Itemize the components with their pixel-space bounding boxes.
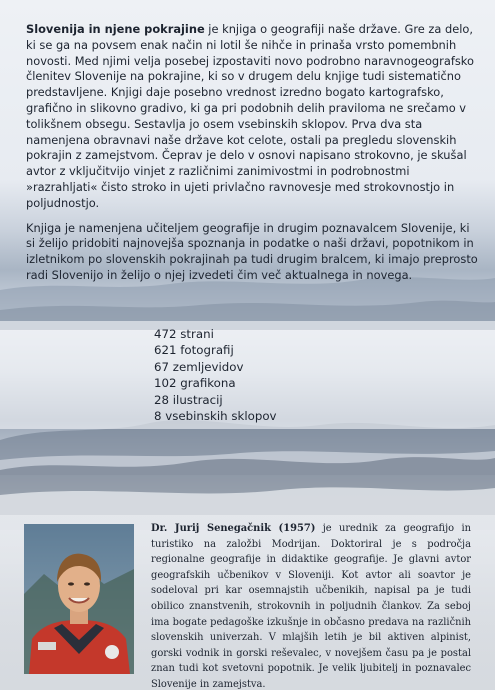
stat-content-sections: 8 vsebinskih sklopov [154,409,277,424]
book-stats-list [154,326,277,424]
stat-maps: 67 zemljevidov [154,359,244,374]
stat-graphs: 102 grafikona [154,376,236,391]
author-name: Dr. Jurij Senegačnik (1957) [151,523,316,534]
author-bio [151,521,471,693]
author-portrait-image [24,524,134,674]
stat-illustrations: 28 ilustracij [154,392,223,407]
description-paragraph-1 [26,22,478,212]
description-paragraph-2: Knjiga je namenjena učiteljem geografije in drugim poznavalcem Slovenije, ki si želijo pridobiti najnovejša spoznanja in podatke o naši državi, popotnikom in izletnikom po slovenskih pokrajinah pa tudi drugim bralcem, ki imajo preprosto radi Slovenijo in želijo o njej izvedeti čim več aktualnega in novega. [26,220,478,282]
description-paragraph-1-text: je knjiga o geografiji naše države. Gre za delo, ki se ga na povsem enak način ni lotil še nihče in prinaša vrsto pomembnih novosti. Med njimi velja posebej izpostaviti novo podrobno naravnogeografsko členitev Slovenije na pokrajine, ki so v drugem delu knjige tudi sistematično predstavljene. Knjigi daje posebno vrednost izredno bogato kartografsko, grafično in slikovno gradivo, ki ga pri podobnih delih praviloma ne srečamo v tolikšnem obsegu. Sestavlja jo osem vsebinskih sklopov. Prva dva sta namenjena obravnavi naše države kot celote, ostali pa pregledu slovenskih pokrajin z zamejstvom. Čeprav je delo v osnovi napisano strokovno, je skušal avtor z vključitvijo vinjet z različnimi zanimivostmi in podrobnostmi »razrahljati« čisto stroko in ujeti privlačno ravnovesje med strokovnostjo in poljudnostjo. [26,22,474,210]
author-photo [24,524,134,674]
book-title-lead: Slovenija in njene pokrajine [26,22,205,36]
author-bio-text: je urednik za geografijo in turistiko na založbi Modrijan. Doktoriral je s področja regionalne geografije in didaktike geografije. Je glavni avtor geografskih učbenikov v Sloveniji. Kot avtor ali soavtor je sodeloval pri kar osemnajstih učbenikih, napisal pa je tudi obilico znanstvenih, strokovnih in poljudnih člankov. Za seboj ima bogate pedagoške izkušnje in občasno predava na različnih slovenskih univerzah. V mlajših letih je bil aktiven alpinist, gorski vodnik in gorski reševalec, v novejšem času pa je postal znan tudi kot svetovni popotnik. Je velik ljubitelj in poznavalec Slovenije in zamejstva. [151,523,471,690]
stat-photographs: 621 fotografij [154,343,234,358]
stat-pages: 472 strani [154,327,214,341]
book-description [26,22,478,284]
